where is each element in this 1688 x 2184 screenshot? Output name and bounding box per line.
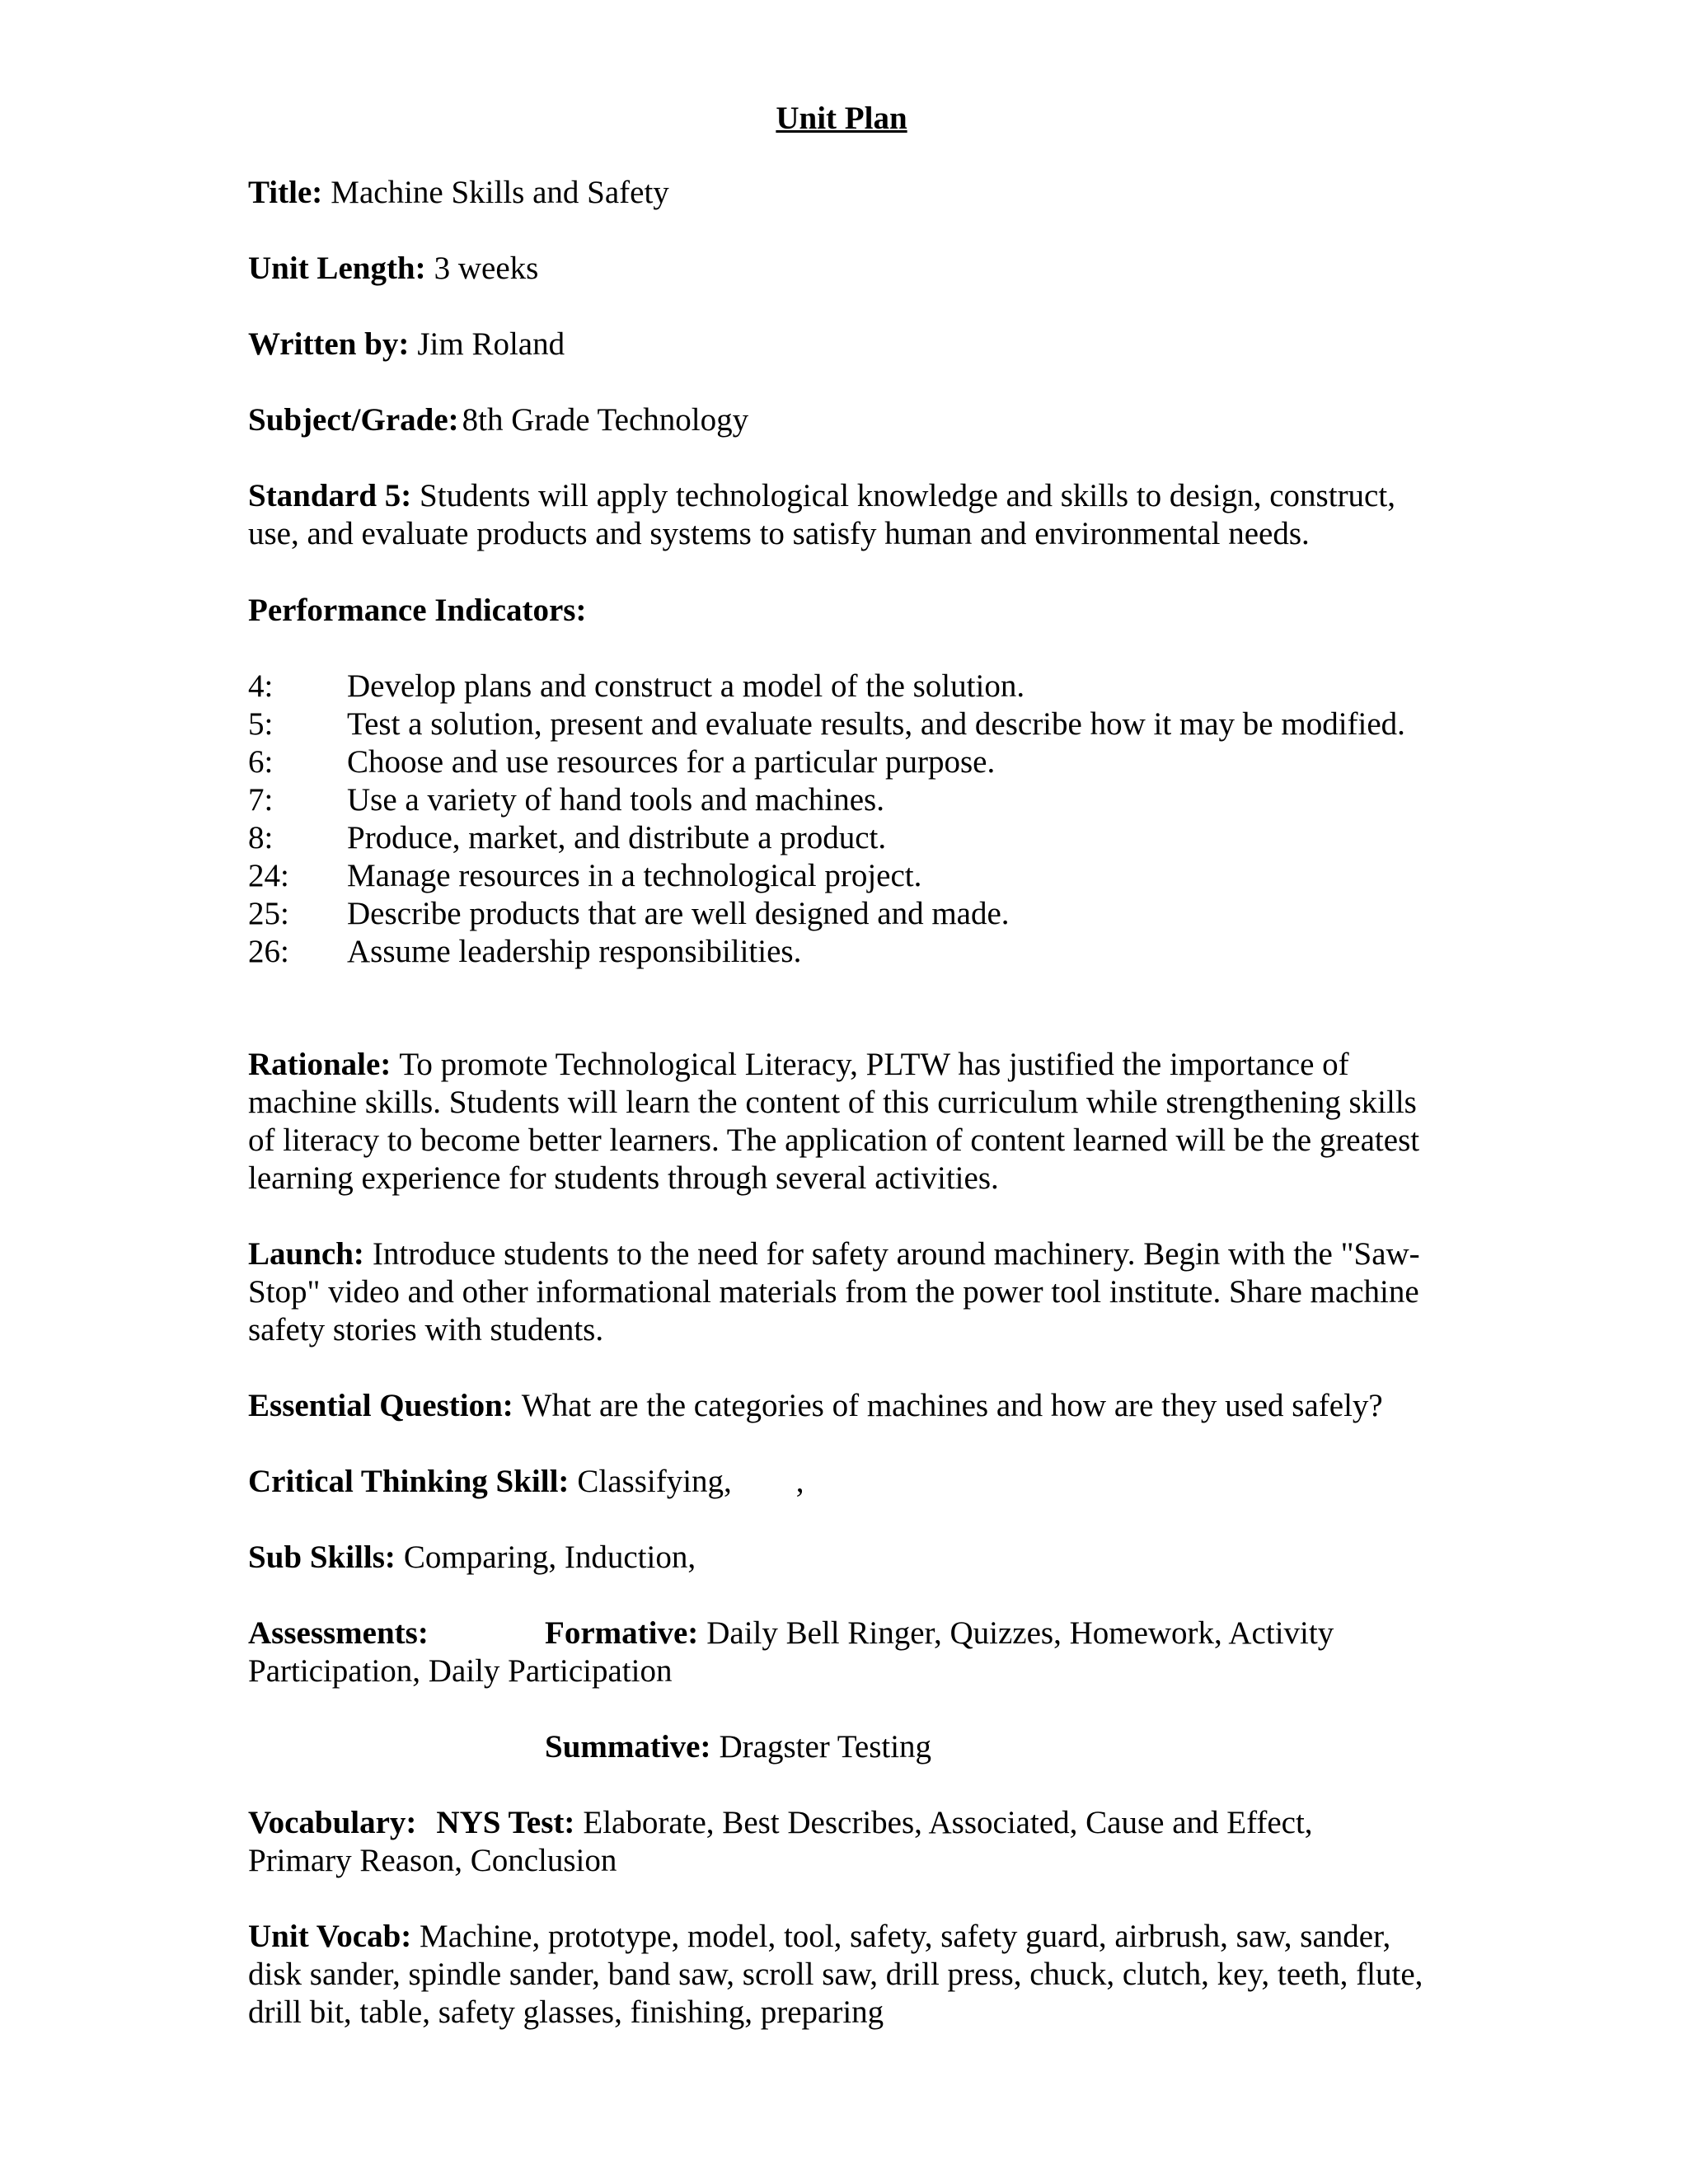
sub-skills-field	[248, 1539, 1451, 1577]
performance-indicators-list	[248, 668, 1451, 971]
title-field	[248, 174, 1451, 212]
subject-grade-value: 8th Grade Technology	[462, 402, 749, 438]
rationale-value: To promote Technological Literacy, PLTW has justified the importance of machine skills. Students will learn the content of this curriculum while strengthening skills of literacy to become better learners. The application of content learned will be the greatest learning experience for students through several activities.	[248, 1047, 1420, 1196]
assessments-formative-field	[248, 1615, 1418, 1690]
unit-length-label: Unit Length:	[248, 251, 426, 286]
summative-label: Summative:	[545, 1729, 711, 1765]
critical-thinking-value: Classifying, ,	[577, 1464, 804, 1499]
indicator-number: 8:	[248, 820, 274, 855]
formative-label: Formative:	[545, 1615, 699, 1651]
launch-value: Introduce students to the need for safety around machinery. Begin with the "Saw-Stop" video and other informational materials from the power tool institute. Share machine safety stories with students.	[248, 1236, 1420, 1347]
rationale-field	[248, 1046, 1435, 1197]
indicator-text: Test a solution, present and evaluate results, and describe how it may be modified.	[347, 706, 1405, 742]
indicator-number: 24:	[248, 858, 289, 893]
vocabulary-field	[248, 1804, 1418, 1880]
indicator-number: 25:	[248, 896, 289, 931]
unit-vocab-value: Machine, prototype, model, tool, safety, safety guard, airbrush, saw, sander, disk sander, spindle sander, band saw, scroll saw, drill press, chuck, clutch, key, teeth, flute, drill bit, table, safety glasses, finishing, preparing	[248, 1919, 1423, 2030]
list-item	[248, 933, 1451, 971]
written-by-value: Jim Roland	[417, 326, 565, 362]
title-value: Machine Skills and Safety	[331, 175, 669, 210]
launch-field	[248, 1235, 1435, 1349]
standard-value: Students will apply technological knowledge and skills to design, construct, use, and evaluate products and systems to satisfy human and environmental needs.	[248, 478, 1395, 551]
assessments-summative-field	[248, 1728, 1451, 1766]
list-item	[248, 705, 1451, 743]
list-item	[248, 857, 1451, 895]
list-item	[248, 668, 1451, 705]
indicator-number: 4:	[248, 668, 274, 704]
sub-skills-value: Comparing, Induction,	[403, 1540, 696, 1575]
launch-label: Launch:	[248, 1236, 364, 1272]
standard-field	[248, 477, 1451, 553]
list-item	[248, 819, 1451, 857]
rationale-label: Rationale:	[248, 1047, 392, 1082]
indicator-number: 7:	[248, 782, 274, 818]
nys-test-value: Elaborate, Best Describes, Associated, Cause and Effect, Primary Reason, Conclusion	[248, 1805, 1313, 1878]
indicator-number: 6:	[248, 744, 274, 780]
critical-thinking-label: Critical Thinking Skill:	[248, 1464, 570, 1499]
indicator-text: Develop plans and construct a model of the solution.	[347, 668, 1025, 704]
sub-skills-label: Sub Skills:	[248, 1540, 396, 1575]
unit-vocab-field	[248, 1918, 1443, 2032]
essential-question-label: Essential Question:	[248, 1388, 513, 1423]
performance-indicators-heading	[248, 592, 1451, 630]
indicator-text: Use a variety of hand tools and machines.	[347, 782, 884, 818]
unit-vocab-label: Unit Vocab:	[248, 1919, 412, 1954]
assessments-label: Assessments:	[248, 1615, 429, 1651]
indicator-text: Produce, market, and distribute a product.	[347, 820, 887, 855]
essential-question-value: What are the categories of machines and how are they used safely?	[521, 1388, 1383, 1423]
list-item	[248, 743, 1451, 781]
indicator-text: Assume leadership responsibilities.	[347, 934, 802, 969]
performance-indicators-label: Performance Indicators:	[248, 593, 587, 628]
written-by-field	[248, 326, 1451, 363]
summative-value: Dragster Testing	[719, 1729, 932, 1765]
nys-test-label: NYS Test:	[436, 1805, 575, 1840]
title-label: Title:	[248, 175, 323, 210]
unit-length-value: 3 weeks	[434, 251, 539, 286]
list-item	[248, 781, 1451, 819]
unit-length-field	[248, 250, 1451, 288]
indicator-number: 26:	[248, 934, 289, 969]
subject-grade-label: Subject/Grade:	[248, 402, 459, 438]
vocabulary-label: Vocabulary:	[248, 1805, 417, 1840]
list-item	[248, 895, 1451, 933]
indicator-number: 5:	[248, 706, 274, 742]
indicator-text: Describe products that are well designed and made.	[347, 896, 1010, 931]
essential-question-field	[248, 1387, 1451, 1425]
indicator-text: Manage resources in a technological project.	[347, 858, 922, 893]
critical-thinking-field	[248, 1463, 1451, 1501]
formative-value: Daily Bell Ringer, Quizzes, Homework, Activity Participation, Daily Participation	[248, 1615, 1334, 1689]
written-by-label: Written by:	[248, 326, 410, 362]
standard-label: Standard 5:	[248, 478, 412, 513]
document-heading: Unit Plan	[776, 101, 907, 136]
subject-grade-field	[248, 401, 1451, 439]
indicator-text: Choose and use resources for a particular purpose.	[347, 744, 996, 780]
